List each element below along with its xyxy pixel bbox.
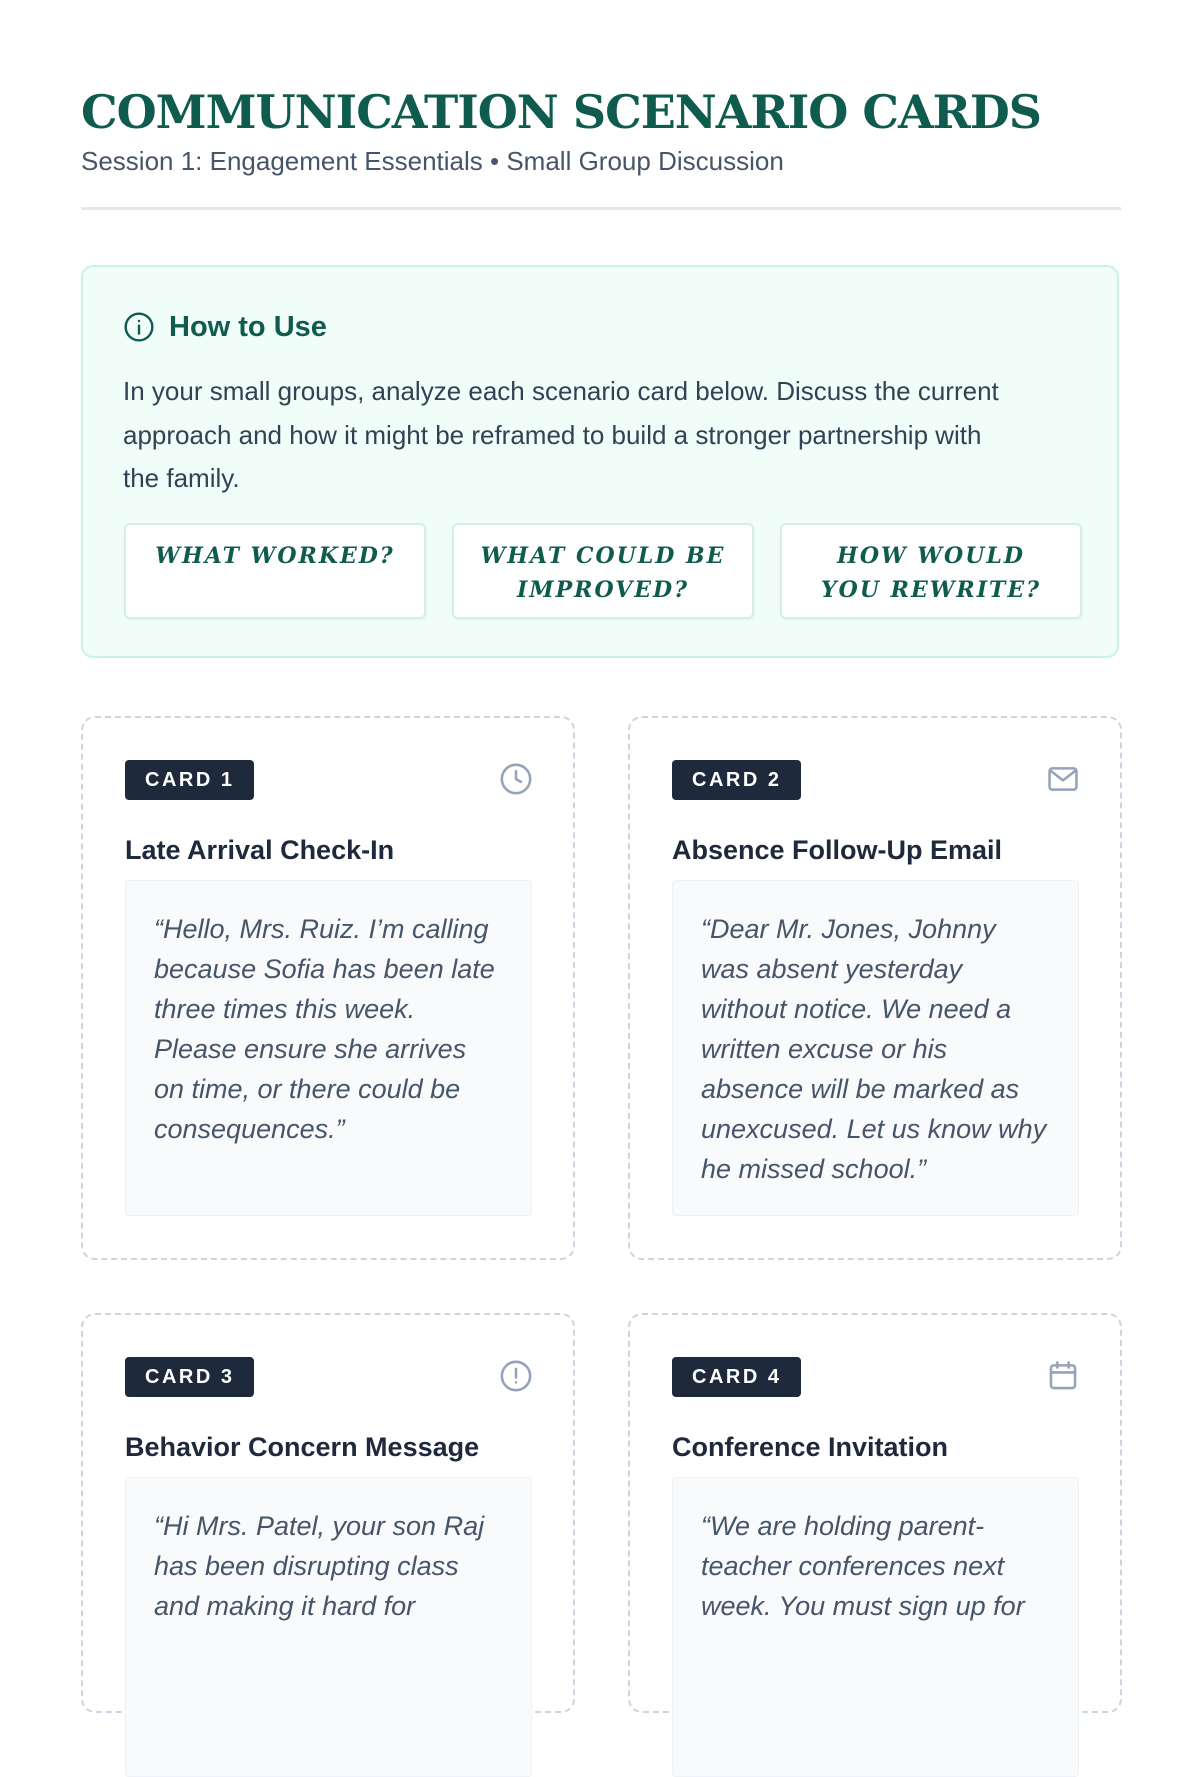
card-quote-box — [125, 1477, 532, 1777]
prompt-what-worked — [124, 523, 426, 619]
card-quote: “Hi Mrs. Patel, your son Raj has been disrupting class and making it hard for — [154, 1511, 485, 1621]
card-quote: “Dear Mr. Jones, Johnny was absent yesterday without notice. We need a written excuse or his absence will be marked as unexcused. Let us know why he missed school.” — [701, 914, 1047, 1184]
page-subtitle: Session 1: Engagement Essentials • Small Group Discussion — [81, 146, 784, 176]
card-title: Late Arrival Check-In — [125, 835, 395, 865]
page-title: COMMUNICATION SCENARIO CARDS — [81, 85, 1041, 139]
scenario-card — [81, 1313, 575, 1713]
card-quote-box — [672, 1477, 1079, 1777]
calendar-icon — [1046, 1359, 1080, 1393]
info-circle-icon — [123, 311, 155, 343]
prompt-label: WHAT COULD BE IMPROVED? — [480, 543, 726, 603]
card-title: Conference Invitation — [672, 1432, 949, 1462]
card-quote-box — [125, 880, 532, 1216]
card-badge: CARD 3 — [125, 1357, 254, 1397]
scenario-card — [628, 716, 1122, 1260]
scenario-card — [81, 716, 575, 1260]
mail-icon — [1046, 762, 1080, 796]
card-title: Absence Follow-Up Email — [672, 835, 1003, 865]
how-to-use-instructions: In your small groups, analyze each scenario card below. Discuss the current approach and how it might be reframed to build a stronger partnership with the family. — [123, 376, 999, 493]
header-divider — [81, 207, 1121, 210]
alert-circle-icon — [499, 1359, 533, 1393]
prompt-label: WHAT WORKED? — [155, 543, 395, 569]
prompt-label: HOW WOULD YOU REWRITE? — [820, 543, 1042, 603]
how-to-use-panel — [81, 265, 1119, 658]
scenario-card — [628, 1313, 1122, 1713]
clock-icon — [499, 762, 533, 796]
card-badge: CARD 2 — [672, 760, 801, 800]
card-quote: “Hello, Mrs. Ruiz. I’m calling because Sofia has been late three times this week. Please ensure she arrives on time, or there could be consequences.” — [154, 914, 495, 1144]
how-to-use-title: How to Use — [169, 311, 327, 343]
page-header — [81, 84, 1121, 178]
how-to-use-heading — [123, 309, 327, 345]
card-quote: “We are holding parent-teacher conferences next week. You must sign up for — [701, 1511, 1025, 1621]
card-badge: CARD 4 — [672, 1357, 801, 1397]
card-quote-box — [672, 880, 1079, 1216]
prompt-how-would-you-rewrite — [780, 523, 1082, 619]
card-badge: CARD 1 — [125, 760, 254, 800]
card-title: Behavior Concern Message — [125, 1432, 480, 1462]
prompt-what-could-be-improved — [452, 523, 754, 619]
